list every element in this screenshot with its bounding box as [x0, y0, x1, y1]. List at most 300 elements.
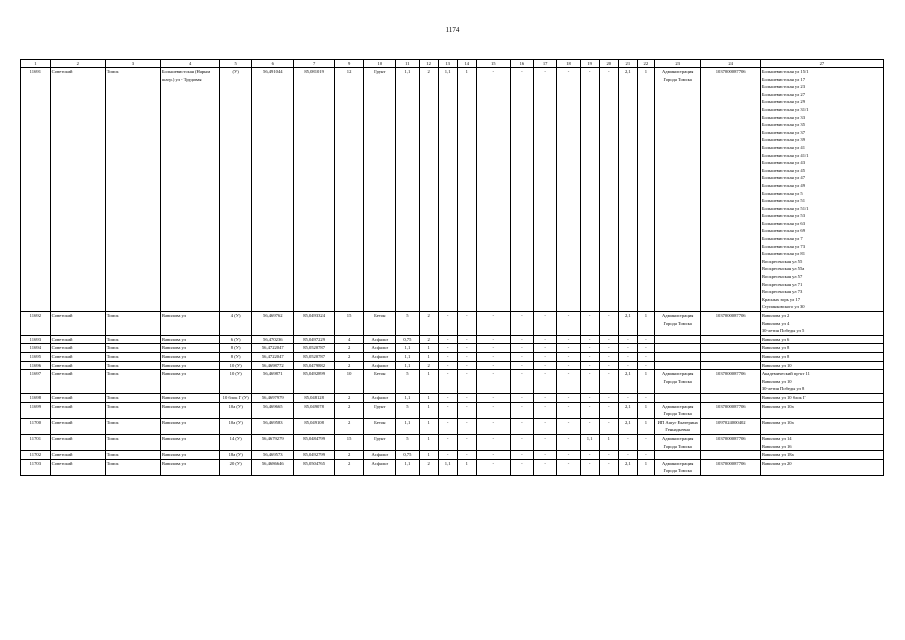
table-cell: [701, 393, 760, 402]
address-cell: [760, 370, 883, 394]
column-header: 27: [760, 60, 883, 68]
table-cell: 2: [334, 459, 364, 475]
table-cell: 1: [637, 459, 654, 475]
table-cell: 85,048128: [294, 393, 334, 402]
table-cell: Томск: [105, 344, 160, 353]
address-line: Большевистская ул 31/1: [761, 106, 809, 112]
column-header: 21: [618, 60, 637, 68]
address-line: Вавилова ул 18а: [761, 452, 794, 458]
table-cell: Томск: [105, 434, 160, 450]
table-cell: -: [476, 370, 510, 394]
table-row: [21, 352, 884, 361]
table-cell: Бетон: [364, 418, 396, 434]
table-cell: -: [618, 352, 637, 361]
address-line: Большевистская ул 51/1: [761, 205, 809, 211]
table-cell: Администрация Города Томска: [654, 312, 701, 336]
table-cell: Вавилова ул: [160, 312, 219, 336]
table-row: [21, 68, 884, 312]
table-cell: -: [599, 68, 618, 312]
table-row: [21, 459, 884, 475]
table-cell: -: [637, 393, 654, 402]
table-row: [21, 393, 884, 402]
table-cell: 56,4686646: [252, 459, 294, 475]
table-cell: 2: [419, 68, 438, 312]
table-cell: 1: [637, 402, 654, 418]
address-cell: [760, 451, 883, 460]
table-cell: 11701: [21, 434, 51, 450]
table-cell: 2,1: [618, 68, 637, 312]
address-line: Ступинковского ул 30: [761, 304, 805, 310]
table-cell: 85,0520787: [294, 344, 334, 353]
table-cell: [654, 393, 701, 402]
table-row: [21, 402, 884, 418]
address-line: 30-летия Победы ул 8: [761, 386, 805, 392]
table-cell: -: [618, 344, 637, 353]
table-cell: Советский: [50, 434, 105, 450]
address-cell: [760, 402, 883, 418]
table-cell: -: [534, 335, 557, 344]
table-cell: 11696: [21, 361, 51, 370]
table-cell: 85,0492799: [294, 451, 334, 460]
table-cell: -: [557, 370, 580, 394]
table-cell: Советский: [50, 459, 105, 475]
table-cell: -: [599, 459, 618, 475]
table-cell: Томск: [105, 370, 160, 394]
table-cell: Администрация Города Томска: [654, 459, 701, 475]
table-cell: 5: [396, 402, 419, 418]
table-cell: 1037000087706: [701, 434, 760, 450]
table-cell: -: [534, 370, 557, 394]
table-cell: 15: [334, 312, 364, 336]
address-line: Вавилова ул 6: [761, 336, 790, 342]
table-cell: [701, 335, 760, 344]
table-cell: 10а (У): [220, 418, 252, 434]
address-line: 30-летия Победы ул 5: [761, 328, 805, 334]
table-cell: 11698: [21, 393, 51, 402]
table-cell: -: [438, 370, 457, 394]
table-cell: [701, 361, 760, 370]
table-row: [21, 451, 884, 460]
table-cell: -: [457, 434, 476, 450]
table-cell: 11695: [21, 352, 51, 361]
table-cell: -: [476, 418, 510, 434]
table-cell: 85,049108: [294, 418, 334, 434]
address-line: Вавилова ул 4: [761, 320, 790, 326]
table-cell: 10 (У): [220, 361, 252, 370]
table-cell: Асфальт: [364, 352, 396, 361]
table-cell: -: [599, 418, 618, 434]
column-header: 19: [580, 60, 599, 68]
table-cell: 1037000087706: [701, 68, 760, 312]
table-cell: -: [557, 361, 580, 370]
table-cell: -: [534, 68, 557, 312]
table-cell: -: [618, 451, 637, 460]
table-cell: 2: [334, 352, 364, 361]
table-cell: 10а (У): [220, 402, 252, 418]
table-cell: -: [457, 370, 476, 394]
table-cell: 5: [396, 370, 419, 394]
table-cell: -: [510, 312, 533, 336]
table-cell: -: [580, 335, 599, 344]
table-cell: 1,1: [396, 393, 419, 402]
table-cell: [701, 352, 760, 361]
table-cell: 1: [419, 393, 438, 402]
column-header: 5: [220, 60, 252, 68]
address-line: Большевистская ул 37: [761, 129, 806, 135]
table-cell: Асфальт: [364, 344, 396, 353]
table-cell: -: [580, 418, 599, 434]
table-cell: -: [476, 434, 510, 450]
column-header: 2: [50, 60, 105, 68]
table-cell: 12: [334, 68, 364, 312]
table-cell: -: [557, 344, 580, 353]
table-cell: 1,1: [580, 434, 599, 450]
table-cell: -: [557, 393, 580, 402]
table-cell: -: [438, 434, 457, 450]
table-cell: 1097024000402: [701, 418, 760, 434]
table-cell: -: [580, 459, 599, 475]
table-cell: -: [438, 418, 457, 434]
table-cell: -: [438, 344, 457, 353]
table-cell: 1: [457, 68, 476, 312]
table-cell: 1037000087706: [701, 370, 760, 394]
table-cell: 56,4722047: [252, 344, 294, 353]
table-cell: 2,1: [618, 402, 637, 418]
table-cell: 56,469762: [252, 312, 294, 336]
address-line: Большевистская ул 47: [761, 175, 806, 181]
column-header: 16: [510, 60, 533, 68]
table-cell: -: [557, 451, 580, 460]
address-line: Большевистская ул 33: [761, 114, 806, 120]
table-cell: 2: [334, 451, 364, 460]
table-cell: -: [457, 361, 476, 370]
table-cell: -: [618, 335, 637, 344]
address-line: Большевистская ул 5: [761, 190, 803, 196]
table-cell: 2: [334, 402, 364, 418]
address-line: Большевистская ул 29: [761, 99, 806, 105]
page-number: 1174: [445, 26, 460, 34]
column-header: 12: [419, 60, 438, 68]
table-cell: Бетон: [364, 370, 396, 394]
table-cell: Вавилова ул: [160, 402, 219, 418]
table-cell: 1: [419, 418, 438, 434]
table-cell: Вавилова ул: [160, 361, 219, 370]
table-cell: 8 (У): [220, 352, 252, 361]
table-cell: -: [476, 68, 510, 312]
address-line: Большевистская ул 23: [761, 84, 806, 90]
address-cell: [760, 434, 883, 450]
table-cell: Томск: [105, 312, 160, 336]
table-cell: 1,1: [396, 361, 419, 370]
table-cell: -: [510, 344, 533, 353]
table-cell: -: [557, 418, 580, 434]
table-cell: Асфальт: [364, 393, 396, 402]
table-cell: -: [557, 434, 580, 450]
table-cell: -: [457, 352, 476, 361]
table-cell: 1: [419, 370, 438, 394]
table-cell: 2: [419, 335, 438, 344]
table-cell: Асфальт: [364, 361, 396, 370]
table-cell: 2: [334, 344, 364, 353]
table-cell: 10: [334, 370, 364, 394]
address-line: Большевистская ул 39: [761, 137, 806, 143]
table-cell: -: [580, 370, 599, 394]
column-header: 11: [396, 60, 419, 68]
table-cell: -: [534, 344, 557, 353]
address-line: Большевистская ул 35: [761, 122, 806, 128]
table-cell: [654, 361, 701, 370]
table-cell: 11700: [21, 418, 51, 434]
table-cell: -: [476, 352, 510, 361]
table-cell: 11703: [21, 459, 51, 475]
table-cell: Томск: [105, 418, 160, 434]
table-cell: 2: [419, 312, 438, 336]
address-line: Большевистская ул 17: [761, 76, 806, 82]
table-cell: Советский: [50, 393, 105, 402]
table-cell: Томск: [105, 393, 160, 402]
table-row: [21, 418, 884, 434]
column-header: 15: [476, 60, 510, 68]
table-cell: 1037000087706: [701, 402, 760, 418]
address-cell: [760, 361, 883, 370]
table-cell: 56,4697979: [252, 393, 294, 402]
table-cell: 2: [334, 361, 364, 370]
table-cell: 56,491044: [252, 68, 294, 312]
table-cell: -: [476, 344, 510, 353]
table-cell: 2,1: [618, 370, 637, 394]
table-cell: 85,081019: [294, 68, 334, 312]
column-header: 24: [701, 60, 760, 68]
column-header: 9: [334, 60, 364, 68]
table-cell: 10 (У): [220, 370, 252, 394]
table-cell: -: [534, 352, 557, 361]
table-cell: -: [618, 393, 637, 402]
address-line: Вавилова ул 16: [761, 443, 792, 449]
table-cell: Томск: [105, 459, 160, 475]
address-cell: [760, 352, 883, 361]
table-cell: -: [438, 352, 457, 361]
table-cell: 11702: [21, 451, 51, 460]
table-cell: -: [637, 335, 654, 344]
table-cell: Асфальт: [364, 335, 396, 344]
table-cell: 4: [334, 335, 364, 344]
column-header: 6: [252, 60, 294, 68]
table-cell: -: [618, 361, 637, 370]
table-cell: -: [637, 434, 654, 450]
table-cell: -: [534, 402, 557, 418]
address-line: Вавилова ул 14: [761, 435, 792, 441]
address-line: Вавилова ул 8: [761, 345, 790, 351]
table-cell: -: [457, 402, 476, 418]
address-line: Большевистская ул 51: [761, 198, 806, 204]
table-cell: -: [510, 434, 533, 450]
table-row: [21, 434, 884, 450]
table-cell: 14 (У): [220, 434, 252, 450]
table-cell: Вавилова ул: [160, 344, 219, 353]
table-cell: -: [534, 434, 557, 450]
table-cell: Администрация Города Томска: [654, 370, 701, 394]
table-cell: -: [457, 344, 476, 353]
table-cell: 1: [637, 312, 654, 336]
table-cell: Томск: [105, 361, 160, 370]
table-cell: 2,1: [618, 418, 637, 434]
table-cell: [654, 352, 701, 361]
table-cell: -: [457, 451, 476, 460]
table-cell: -: [557, 459, 580, 475]
column-header: 3: [105, 60, 160, 68]
table-cell: [701, 344, 760, 353]
address-line: Вавилова ул 10а: [761, 403, 794, 409]
table-cell: -: [438, 361, 457, 370]
table-cell: 15: [334, 434, 364, 450]
address-cell: [760, 459, 883, 475]
table-cell: Большевистская (Нарым шагр.) ул - Трудовая: [160, 68, 219, 312]
address-line: Большевистская ул 27: [761, 91, 806, 97]
table-cell: 1037000087706: [701, 312, 760, 336]
header-row: [21, 60, 884, 68]
table-cell: 11699: [21, 402, 51, 418]
table-cell: -: [438, 393, 457, 402]
table-cell: 2: [419, 459, 438, 475]
column-header: 7: [294, 60, 334, 68]
table-cell: -: [599, 312, 618, 336]
table-cell: -: [637, 344, 654, 353]
table-row: [21, 335, 884, 344]
address-line: Вавилова ул 10: [761, 362, 792, 368]
table-cell: 85,0484799: [294, 434, 334, 450]
column-header: 14: [457, 60, 476, 68]
table-cell: -: [476, 361, 510, 370]
table-cell: Томск: [105, 402, 160, 418]
table-cell: -: [457, 335, 476, 344]
table-cell: -: [438, 335, 457, 344]
table-cell: 18а (У): [220, 451, 252, 460]
address-cell: [760, 68, 883, 312]
table-cell: -: [618, 434, 637, 450]
table-cell: ИП Ашуг Екатерина Геннадьевна: [654, 418, 701, 434]
table-row: [21, 312, 884, 336]
table-cell: 56,4679279: [252, 434, 294, 450]
table-cell: 56,469573: [252, 451, 294, 460]
table-cell: 85,049078: [294, 402, 334, 418]
address-line: Воскресенская ул 71: [761, 281, 803, 287]
address-line: Воскресенская ул 73: [761, 289, 803, 295]
table-cell: -: [457, 312, 476, 336]
table-cell: -: [557, 352, 580, 361]
table-cell: 1: [419, 352, 438, 361]
table-cell: Томск: [105, 451, 160, 460]
address-cell: [760, 393, 883, 402]
table-cell: Вавилова ул: [160, 418, 219, 434]
table-cell: Асфальт: [364, 459, 396, 475]
table-cell: Грунт: [364, 68, 396, 312]
column-header: 10: [364, 60, 396, 68]
table-cell: Администрация Города Томска: [654, 402, 701, 418]
table-cell: Советский: [50, 361, 105, 370]
table-row: [21, 344, 884, 353]
table-cell: Вавилова ул: [160, 335, 219, 344]
table-cell: 1037000087706: [701, 459, 760, 475]
table-cell: 56,469583: [252, 418, 294, 434]
table-cell: 1,1: [396, 68, 419, 312]
table-cell: 0,75: [396, 451, 419, 460]
table-cell: 85,0479882: [294, 361, 334, 370]
table-cell: Вавилова ул: [160, 459, 219, 475]
table-cell: -: [599, 361, 618, 370]
address-line: Воскресенская ул 55: [761, 258, 803, 264]
table-cell: -: [510, 352, 533, 361]
table-cell: -: [510, 68, 533, 312]
address-line: Большевистская ул 45: [761, 167, 806, 173]
table-cell: -: [510, 393, 533, 402]
table-cell: -: [510, 370, 533, 394]
table-cell: -: [599, 352, 618, 361]
table-cell: -: [534, 312, 557, 336]
table-cell: Асфальт: [364, 451, 396, 460]
column-header: 20: [599, 60, 618, 68]
table-cell: 1,1: [396, 459, 419, 475]
table-cell: 56,4698772: [252, 361, 294, 370]
table-cell: Советский: [50, 352, 105, 361]
address-cell: [760, 418, 883, 434]
table-cell: 56,4722047: [252, 352, 294, 361]
column-header: 22: [637, 60, 654, 68]
table-cell: 11697: [21, 370, 51, 394]
table-cell: -: [599, 335, 618, 344]
table-cell: 56,470236: [252, 335, 294, 344]
table-cell: 11694: [21, 344, 51, 353]
table-cell: 20 (У): [220, 459, 252, 475]
address-line: Вавилова ул 10а: [761, 419, 794, 425]
table-cell: Бетон: [364, 312, 396, 336]
table-cell: -: [557, 402, 580, 418]
table-cell: -: [510, 402, 533, 418]
column-header: 4: [160, 60, 219, 68]
table-cell: 1,1: [396, 418, 419, 434]
table-cell: Томск: [105, 68, 160, 312]
address-line: Большевистская ул 53: [761, 213, 806, 219]
table-cell: 1: [637, 418, 654, 434]
table-cell: [701, 451, 760, 460]
column-header: 18: [557, 60, 580, 68]
address-line: Большевистская ул 49: [761, 182, 806, 188]
table-cell: -: [580, 402, 599, 418]
address-line: Воскресенская ул 55а: [761, 266, 805, 272]
table-cell: -: [580, 361, 599, 370]
table-cell: 1,1: [396, 344, 419, 353]
table-cell: -: [599, 393, 618, 402]
table-cell: Вавилова ул: [160, 370, 219, 394]
table-cell: 2: [334, 393, 364, 402]
address-line: Красных зорь ул 17: [761, 296, 801, 302]
table-cell: -: [580, 352, 599, 361]
table-cell: Администрация Города Томска: [654, 434, 701, 450]
table-cell: Советский: [50, 418, 105, 434]
table-cell: 11692: [21, 312, 51, 336]
table-cell: Томск: [105, 352, 160, 361]
table-cell: -: [580, 312, 599, 336]
table-cell: (У): [220, 68, 252, 312]
table-cell: 4 (У): [220, 312, 252, 336]
table-cell: -: [438, 312, 457, 336]
table-cell: Вавилова ул: [160, 451, 219, 460]
table-cell: -: [557, 335, 580, 344]
table-cell: -: [557, 312, 580, 336]
table-cell: [654, 335, 701, 344]
table-cell: -: [457, 393, 476, 402]
table-cell: -: [476, 335, 510, 344]
table-cell: 10 блок Г (У): [220, 393, 252, 402]
